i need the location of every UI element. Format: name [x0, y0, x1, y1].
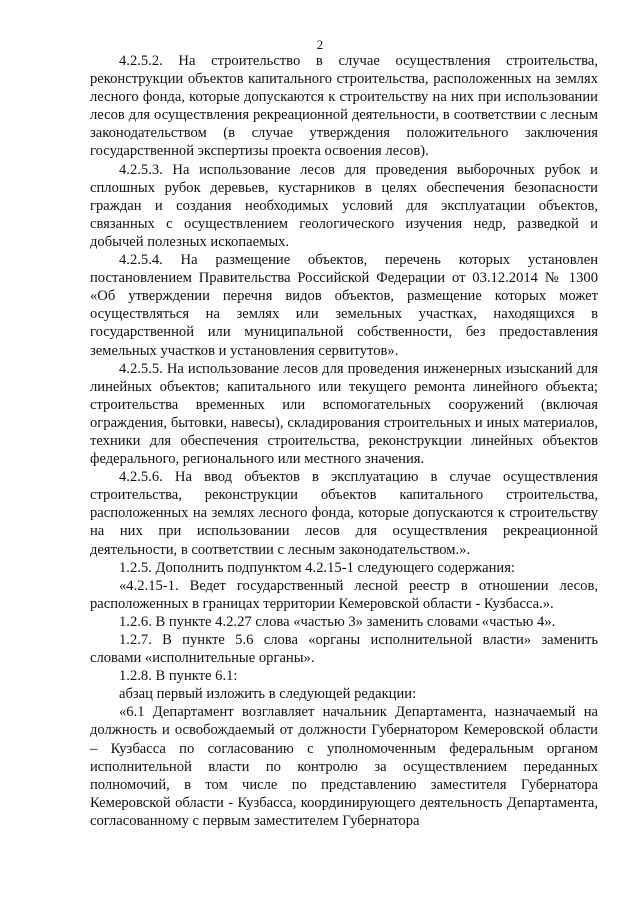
paragraph-1-2-8: 1.2.8. В пункте 6.1:: [119, 668, 238, 685]
document-body: [90, 52, 598, 830]
paragraph-1-2-6: 1.2.6. В пункте 4.2.27 слова «частью 3» заменить словами «частью 4».: [119, 613, 556, 630]
paragraph-4-2-5-4: 4.2.5.4. На размещение объектов, перечень которых установлен постановлением Правительства Российской Федерации от 03.12.2014 № 1300 «Об утверждении перечня видов объектов, размещение которых может осуществляться на землях или земельных участках, находящихся в государственной или муниципальной собственности, без предоставления земельных участков и установления сервитутов».: [90, 252, 598, 359]
paragraph-4-2-15-1-quote: «4.2.15-1. Ведет государственный лесной реестр в отношении лесов, расположенных в границах территории Кемеровской области - Кузбасса.».: [90, 577, 598, 612]
paragraph-1-2-7: 1.2.7. В пункте 5.6 слова «органы исполнительной власти» заменить словами «исполнительные органы».: [90, 632, 598, 667]
paragraph-first-abzac: абзац первый изложить в следующей редакции:: [119, 686, 417, 703]
paragraph-4-2-5-5: 4.2.5.5. На использование лесов для проведения инженерных изысканий для линейных объектов; капитального или текущего ремонта линейного объекта; строительства временных или вспомогательных сооружений (включая ограждения, бытовки, навесы), складирования строительных и иных материалов, техники для обеспечения строительства, реконструкции линейных объектов федерального, регионального или местного значения.: [90, 360, 598, 468]
paragraph-4-2-5-6: 4.2.5.6. На ввод объектов в эксплуатацию в случае осуществления строительства, реконструкции объектов капитального строительства, расположенных на землях лесного фонда, которые допускаются к строительству на них при использовании лесов для осуществления рекреационной деятельности, в соответствии с лесным законодательством.».: [90, 469, 598, 558]
paragraph-4-2-5-3: 4.2.5.3. На использование лесов для проведения выборочных рубок и сплошных рубок деревьев, кустарников в целях обеспечения безопасности граждан и создания необходимых условий для эксплуатации объектов, связанных с осуществлением геологического изучения недр, разведкой и добычей полезных ископаемых.: [90, 161, 598, 250]
paragraph-4-2-5-2: 4.2.5.2. На строительство в случае осуществления строительства, реконструкции объектов капитального строительства, расположенных на землях лесного фонда, которые допускаются к строительству на них при использовании лесов для осуществления рекреационной деятельности, в соответствии с лесным законодательством (в случае утверждения положительного заключения государственной экспертизы проекта освоения лесов).: [90, 53, 598, 160]
paragraph-6-1-quote: «6.1 Департамент возглавляет начальник Департамента, назначаемый на должность и освобождаемый от должности Губернатором Кемеровской области – Кузбасса по согласованию с уполномоченным федеральным органом исполнительной власти по контролю за осуществлением переданных полномочий, в том числе по представлению заместителя Губернатора Кемеровской области - Кузбасса, координирующего деятельность Департамента, согласованному с первым заместителем Губернатора: [90, 704, 598, 829]
page-number: 2: [316, 37, 324, 52]
paragraph-1-2-5: 1.2.5. Дополнить подпунктом 4.2.15-1 следующего содержания:: [119, 559, 515, 576]
